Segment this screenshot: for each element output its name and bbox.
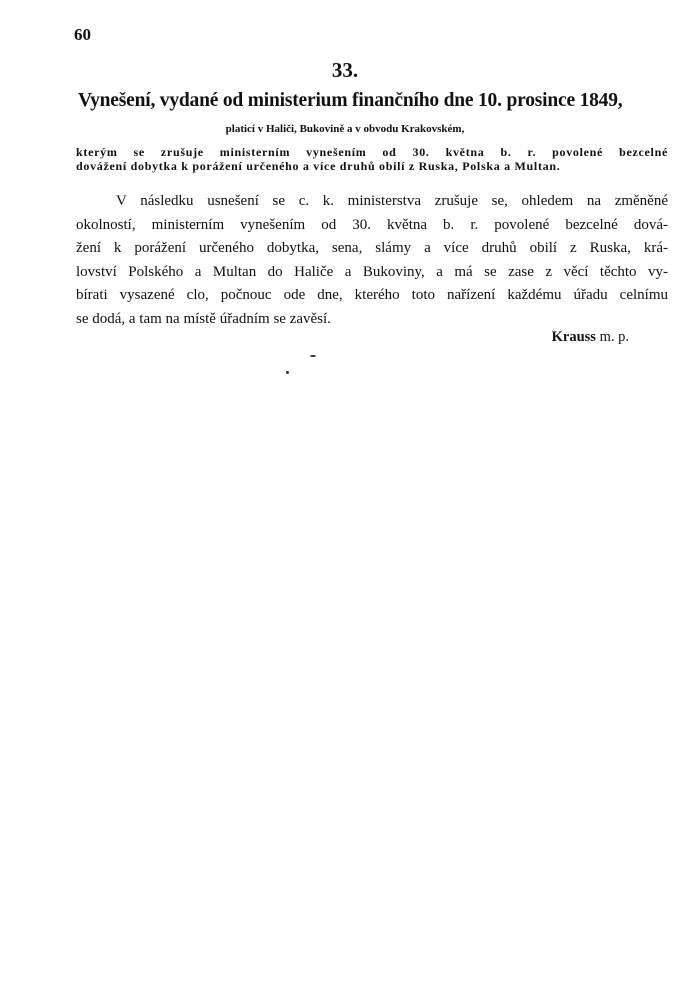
signature-suffix: m. p.	[599, 329, 629, 345]
ink-speck	[286, 371, 289, 374]
signature-name: Krauss	[551, 329, 596, 345]
body-line: V následku usnešení se c. k. ministerstva zrušuje se, ohledem na změněné	[116, 193, 668, 209]
ink-speck	[310, 355, 316, 357]
subject-line: kterým se zrušuje ministerním vynešením od 30. května b. r. povolené bezcelné	[76, 145, 668, 159]
document-title: Vynešení, vydané od ministerium finančního dne 10. prosince 1849,	[78, 90, 623, 111]
page-number: 60	[74, 25, 91, 44]
body-line: se dodá, a tam na místě úřadním se zavěsí.	[76, 310, 331, 327]
body-line: lovství Polského a Multan do Haliče a Bukoviny, a má se zase z věcí těchto vy-	[76, 263, 668, 280]
body-line: žení k porážení určeného dobytka, sena, slámy a více druhů obilí z Ruska, krá-	[76, 240, 668, 256]
body-line: okolností, ministerním vynešením od 30. května b. r. povolené bezcelné dová-	[76, 216, 668, 233]
subject-heading	[76, 145, 668, 173]
document-number: 33.	[331, 58, 359, 82]
body-paragraph	[76, 190, 668, 331]
validity-line: platicí v Haliči, Bukovině a v obvodu Krakovském,	[225, 123, 465, 135]
signature	[552, 329, 629, 346]
body-line: bírati vysazené clo, počnouc ode dne, kterého toto nařízení každému úřadu celnímu	[76, 287, 668, 303]
subject-line: dovážení dobytka k porážení určeného a více druhů obilí z Ruska, Polska a Multan.	[76, 159, 561, 173]
